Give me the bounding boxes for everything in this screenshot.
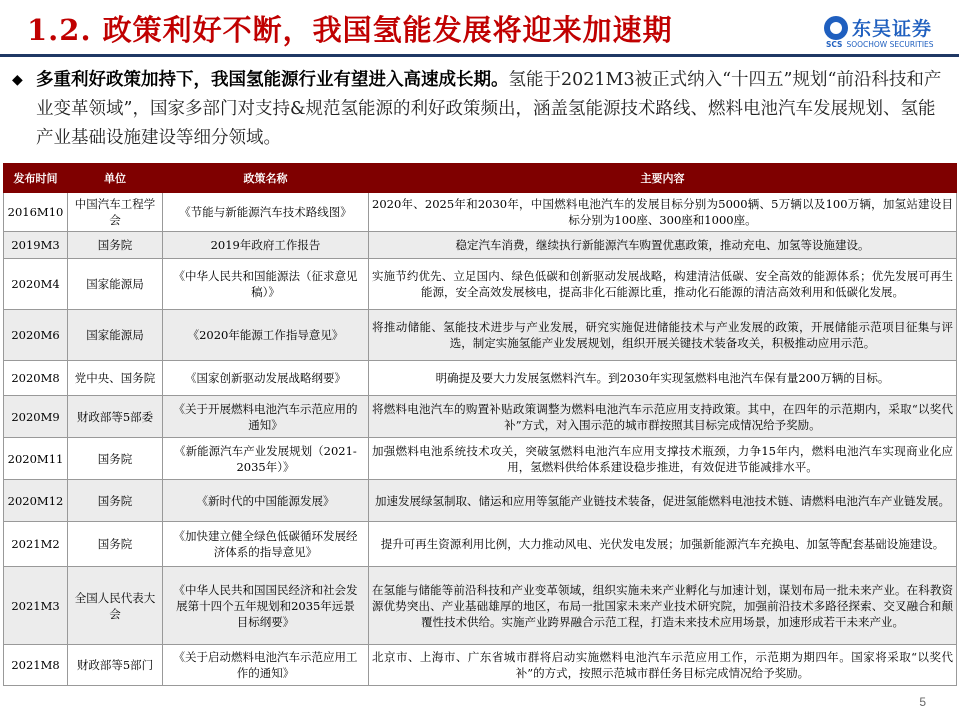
- policy-table: [3, 163, 957, 686]
- cell-content: 稳定汽车消费，继续执行新能源汽车购置优惠政策，推动充电、加氢等设施建设。: [369, 232, 957, 259]
- cell-date: 2019M3: [4, 232, 68, 259]
- table-row: [4, 567, 957, 645]
- cell-policy-name: 《关于开展燃料电池汽车示范应用的通知》: [163, 396, 369, 438]
- diamond-bullet-icon: ◆: [12, 72, 23, 88]
- table-row: [4, 480, 957, 522]
- table-row: [4, 522, 957, 567]
- cell-date: 2020M11: [4, 438, 68, 480]
- cell-unit: 国务院: [68, 438, 163, 480]
- cell-date: 2021M8: [4, 645, 68, 686]
- cell-content: 加速发展绿氢制取、储运和应用等氢能产业链技术装备，促进氢能燃料电池技术链、请燃料电池汽车产业链发展。: [369, 480, 957, 522]
- cell-unit: 国家能源局: [68, 259, 163, 310]
- page-title: 1.2. 政策利好不断，我国氢能发展将迎来加速期: [27, 13, 673, 47]
- cell-unit: 全国人民代表大会: [68, 567, 163, 645]
- table-row: [4, 361, 957, 396]
- cell-date: 2020M8: [4, 361, 68, 396]
- cell-unit: 财政部等5部委: [68, 396, 163, 438]
- cell-date: 2020M9: [4, 396, 68, 438]
- intro-paragraph: [12, 66, 942, 153]
- cell-policy-name: 《中华人民共和国能源法（征求意见稿）》: [163, 259, 369, 310]
- header: [0, 0, 959, 60]
- cell-date: 2020M6: [4, 310, 68, 361]
- header-date: 发布时间: [4, 164, 68, 193]
- header-policy-name: 政策名称: [163, 164, 369, 193]
- logo-subtitle: [826, 40, 938, 49]
- header-divider: [0, 54, 959, 57]
- cell-unit: 国务院: [68, 232, 163, 259]
- cell-unit: 国务院: [68, 522, 163, 567]
- table-row: [4, 310, 957, 361]
- cell-date: 2020M4: [4, 259, 68, 310]
- cell-policy-name: 《关于启动燃料电池汽车示范应用工作的通知》: [163, 645, 369, 686]
- cell-policy-name: 《2020年能源工作指导意见》: [163, 310, 369, 361]
- cell-content: 将推动储能、氢能技术进步与产业发展，研究实施促进储能技术与产业发展的政策，开展储能示范项目征集与评选，制定实施氢能产业发展规划，组织开展关键技术装备攻关，积极推动应用示范。: [369, 310, 957, 361]
- intro-rest: 氢能于2021M3被正式纳入“十四五”规划“前沿科技和产业变革领域”，国家多部门对支持&规范氢能源的利好政策频出，涵盖氢能源技术路线、燃料电池汽车发展规划、氢能产业基础设施建设等细分领域。: [36, 70, 942, 148]
- cell-policy-name: 《国家创新驱动发展战略纲要》: [163, 361, 369, 396]
- cell-date: 2021M2: [4, 522, 68, 567]
- table-row: [4, 438, 957, 480]
- header-content: 主要内容: [369, 164, 957, 193]
- company-logo: [824, 14, 954, 50]
- cell-policy-name: 《加快建立健全绿色低碳循环发展经济体系的指导意见》: [163, 522, 369, 567]
- cell-content: 提升可再生资源利用比例，大力推动风电、光伏发电发展；加强新能源汽车充换电、加氢等配套基础设施建设。: [369, 522, 957, 567]
- logo-name: 东吴证券: [852, 18, 933, 40]
- cell-date: 2021M3: [4, 567, 68, 645]
- cell-policy-name: 2019年政府工作报告: [163, 232, 369, 259]
- cell-date: 2020M12: [4, 480, 68, 522]
- header-unit: 单位: [68, 164, 163, 193]
- table-row: [4, 259, 957, 310]
- table-row: [4, 232, 957, 259]
- cell-unit: 财政部等5部门: [68, 645, 163, 686]
- cell-policy-name: 《新能源汽车产业发展规划（2021-2035年）》: [163, 438, 369, 480]
- logo-english: SOOCHOW SECURITIES: [846, 40, 934, 49]
- cell-policy-name: 《节能与新能源汽车技术路线图》: [163, 193, 369, 232]
- cell-unit: 国务院: [68, 480, 163, 522]
- table-row: [4, 645, 957, 686]
- cell-content: 将燃料电池汽车的购置补贴政策调整为燃料电池汽车示范应用支持政策。其中，在四年的示范期内，采取“以奖代补”方式，对入围示范的城市群按照其目标完成情况给予奖励。: [369, 396, 957, 438]
- logo-abbr: SCS: [826, 40, 843, 49]
- cell-content: 明确提及要大力发展氢燃料汽车。到2030年实现氢燃料电池汽车保有量200万辆的目标。: [369, 361, 957, 396]
- cell-content: 北京市、上海市、广东省城市群将启动实施燃料电池汽车示范应用工作，示范期为期四年。国家将采取“以奖代补”的方式，按照示范城市群任务目标完成情况给予奖励。: [369, 645, 957, 686]
- cell-unit: 中国汽车工程学会: [68, 193, 163, 232]
- page-number: 5: [919, 695, 926, 709]
- cell-content: 在氢能与储能等前沿科技和产业变革领域，组织实施未来产业孵化与加速计划，谋划布局一批未来产业。在科教资源优势突出、产业基础雄厚的地区，布局一批国家未来产业技术研究院，加强前沿技术多路径探索、交叉融合和颠覆性技术供给。实施产业跨界融合示范工程，打造未来技术应用场景，加速形成若干未来产业。: [369, 567, 957, 645]
- cell-date: 2016M10: [4, 193, 68, 232]
- logo-mark-icon: [824, 16, 848, 40]
- cell-unit: 党中央、国务院: [68, 361, 163, 396]
- table-header-row: [4, 164, 957, 193]
- table-row: [4, 193, 957, 232]
- table-row: [4, 396, 957, 438]
- cell-unit: 国家能源局: [68, 310, 163, 361]
- cell-policy-name: 《中华人民共和国国民经济和社会发展第十四个五年规划和2035年远景目标纲要》: [163, 567, 369, 645]
- cell-content: 加强燃料电池系统技术攻关，突破氢燃料电池汽车应用支撑技术瓶颈，力争15年内，燃料电池汽车实现商业化应用，氢燃料供给体系建设稳步推进，有效促进节能减排水平。: [369, 438, 957, 480]
- intro-bold: 多重利好政策加持下，我国氢能源行业有望进入高速成长期。: [36, 70, 509, 90]
- intro-text: [36, 66, 942, 153]
- cell-policy-name: 《新时代的中国能源发展》: [163, 480, 369, 522]
- cell-content: 实施节约优先、立足国内、绿色低碳和创新驱动发展战略，构建清洁低碳、安全高效的能源体系；优先发展可再生能源，安全高效发展核电，提高非化石能源比重，推动化石能源的清洁高效利用和低碳化发展。: [369, 259, 957, 310]
- cell-content: 2020年、2025年和2030年，中国燃料电池汽车的发展目标分别为5000辆、5万辆以及100万辆，加氢站建设目标分别为100座、300座和1000座。: [369, 193, 957, 232]
